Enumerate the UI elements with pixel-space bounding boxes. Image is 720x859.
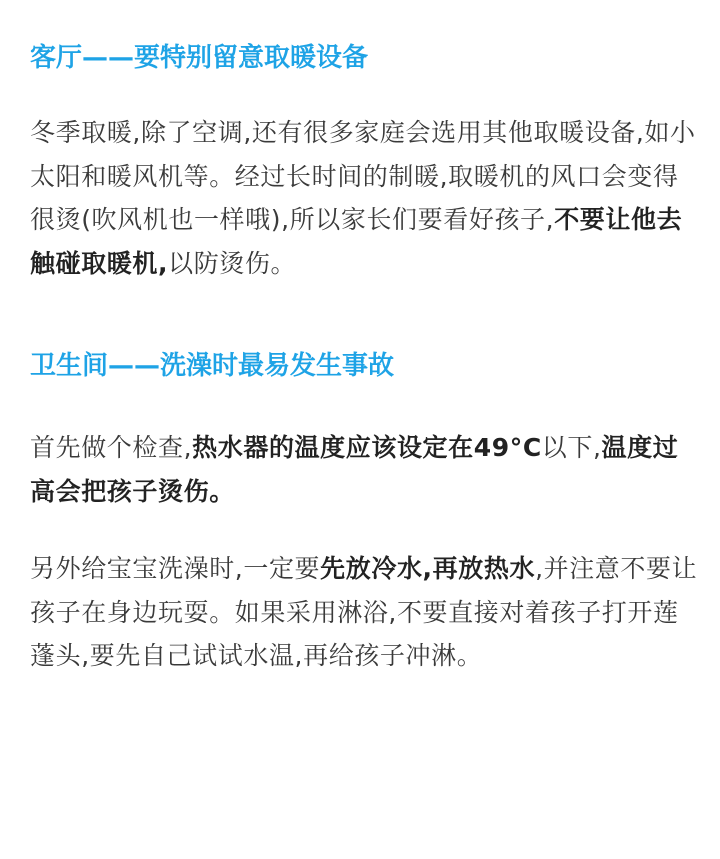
text-run: 以下,: [541, 433, 602, 462]
paragraph-water-heater: [30, 426, 702, 513]
bold-text-run: 温度过高会把孩子烫伤。: [30, 433, 679, 506]
section-heading-bathroom: 卫生间——洗澡时最易发生事故: [30, 351, 395, 381]
text-run: 另外给宝宝洗澡时,一定要: [30, 554, 321, 583]
section-heading-living-room: 客厅——要特别留意取暖设备: [30, 43, 369, 73]
bold-text-run: 先放冷水,再放热水: [320, 554, 536, 583]
paragraph-heating-devices: [30, 111, 702, 285]
text-run: 以防烫伤。: [168, 248, 297, 278]
paragraph-bathing-tips: [30, 547, 702, 678]
text-run: 首先做个检查,: [30, 433, 193, 462]
article: [30, 30, 702, 678]
bold-text-run: 不要让他去触碰取暖机,: [30, 205, 683, 278]
bold-text-run: 热水器的温度应该设定在49°C: [192, 433, 542, 462]
text-run: 冬季取暖,除了空调,还有很多家庭会选用其他取暖设备,如小太阳和暖风机等。经过长时间的制暖,取暖机的风口会变得很烫(吹风机也一样哦),所以家长们要看好孩子,: [30, 118, 696, 234]
text-run: ,并注意不要让孩子在身边玩耍。如果采用淋浴,不要直接对着孩子打开莲蓬头,要先自己试试水温,再给孩子冲淋。: [30, 554, 698, 670]
